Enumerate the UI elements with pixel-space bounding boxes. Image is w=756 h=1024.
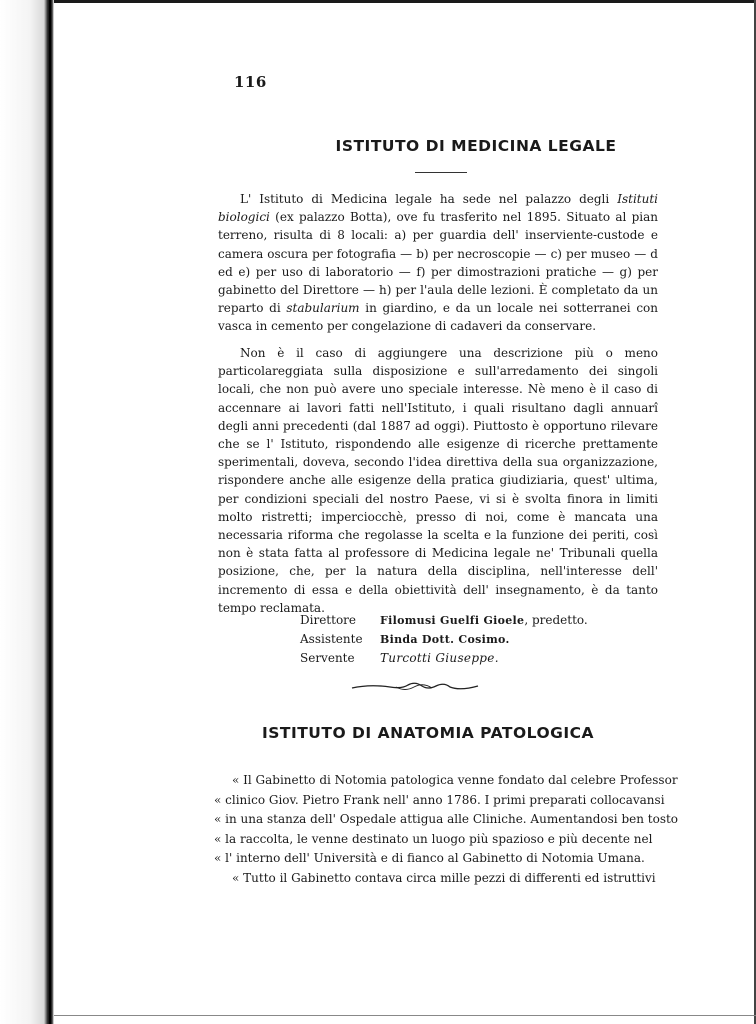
title-underline [415, 172, 467, 173]
book-spine [0, 0, 54, 1024]
page-top-edge [54, 0, 756, 3]
staff-row-servente: Servente Turcotti Giuseppe. [300, 651, 499, 665]
quote-line: « la raccolta, le venne destinato un luogo più spazioso e più decente nel [214, 831, 653, 846]
section-divider-ornament [350, 680, 480, 694]
quote-line: « in una stanza dell' Ospedale attigua alle Cliniche. Aumentandosi ben tosto [214, 812, 679, 826]
page-bottom-edge [54, 1015, 756, 1016]
staff-row-direttore: Direttore Filomusi Guelfi Gioele , predetto. [300, 613, 588, 627]
paragraph-medicina-legale-1: L' Istituto di Medicina legale ha sede nel palazzo degli Istituti biologici (ex palazzo Botta), ove fu trasferito nel 1895. Situato al pian terreno, risulta di 8 locali: a) per guardia dell' inserviente-custode e camera oscura per fotografia — b) per necroscopie — c) per museo — d ed e) per uso di laboratorio — f) per dimostrazioni pratiche — g) per gabinetto del Direttore — h) per l'aula delle lezioni. È completato da un reparto di stabularium in giardino, e da un locale nei sotterranei con vasca in cemento per congelazione di cadaveri da conservare. [218, 192, 658, 334]
quote-line: « clinico Giov. Pietro Frank nell' anno 1786. I primi preparati collocavansi [214, 792, 665, 807]
staff-list [300, 611, 588, 668]
quote-line: « Tutto il Gabinetto contava circa mille pezzi di differenti ed istruttivi [232, 871, 656, 885]
section-title-anatomia-patologica: ISTITUTO DI ANATOMIA PATOLOGICA [261, 724, 595, 742]
quote-line: « Il Gabinetto di Notomia patologica venne fondato dal celebre Professor [232, 773, 678, 787]
page-number: 116 [234, 73, 267, 91]
paragraph-medicina-legale-2: Non è il caso di aggiungere una descrizione più o meno particolareggiata sulla disposizione e sull'arredamento dei singoli locali, che non può avere uno speciale interesse. Nè meno è il caso di accennare ai lavori fatti nell'Istituto, i quali risultano dagli annuarî degli anni precedenti (dal 1887 ad oggi). Piuttosto è opportuno rilevare che se l' Istituto, rispondendo alle esigenze di ricerche prettamente sperimentali, doveva, secondo l'idea direttiva della sua organizzazione, rispondere anche alle esigenze della pratica giudiziaria, quest' ultima, per condizioni speciali del nostro Paese, vi si è svolta finora in limiti molto ristretti; imperciocchè, presso di noi, come è mancata una necessaria riforma che regolasse la scelta e la funzione dei periti, così non è stata fatta al professore di Medicina legale ne' Tribunali quella posizione, che, per la natura della disciplina, nell'interesse dell' incremento di essa e della obiettività dell' insegnamento, è da tanto tempo reclamata. [218, 346, 658, 615]
quote-line: « l' interno dell' Università e di fianco al Gabinetto di Notomia Umana. [214, 851, 645, 865]
section-title-medicina-legale: ISTITUTO DI MEDICINA LEGALE [335, 137, 617, 155]
staff-row-assistente: Assistente Binda Dott. Cosimo. [300, 632, 510, 646]
quote-block-2 [214, 869, 654, 889]
quote-block-1 [214, 771, 679, 869]
